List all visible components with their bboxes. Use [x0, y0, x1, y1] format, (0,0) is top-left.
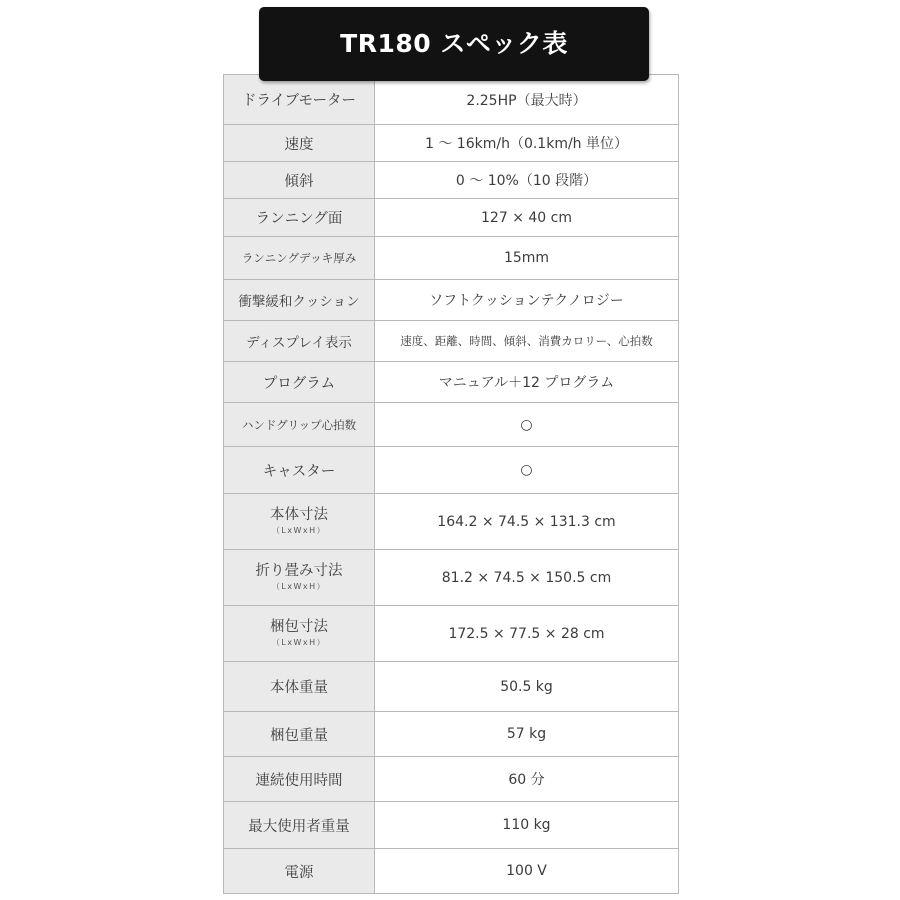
spec-label: プログラム: [224, 362, 375, 403]
spec-row-display: [224, 321, 679, 362]
spec-value: 164.2 × 74.5 × 131.3 cm: [375, 494, 679, 550]
spec-row-speed: [224, 125, 679, 162]
title-banner: [259, 7, 649, 81]
spec-value: 127 × 40 cm: [375, 199, 679, 237]
spec-value: ○: [375, 403, 679, 447]
spec-sublabel: （LxWxH）: [271, 637, 327, 647]
spec-value: 57 kg: [375, 712, 679, 757]
spec-row-program: [224, 362, 679, 403]
spec-label: 衝撃緩和クッション: [224, 280, 375, 321]
spec-label: 本体寸法: [270, 506, 328, 523]
spec-label: 最大使用者重量: [224, 802, 375, 849]
spec-label: 傾斜: [224, 162, 375, 199]
page-title: TR180 スペック表: [340, 29, 568, 58]
spec-label-cell: [224, 550, 375, 606]
spec-value: 50.5 kg: [375, 662, 679, 712]
spec-value: 2.25HP（最大時）: [375, 75, 679, 125]
spec-value: マニュアル＋12 プログラム: [375, 362, 679, 403]
spec-sublabel: （LxWxH）: [271, 525, 327, 535]
spec-label: キャスター: [224, 447, 375, 494]
spec-value: 速度、距離、時間、傾斜、消費カロリー、心拍数: [375, 321, 679, 362]
spec-label: ドライブモーター: [224, 75, 375, 125]
spec-value: ○: [375, 447, 679, 494]
spec-value: 172.5 × 77.5 × 28 cm: [375, 606, 679, 662]
spec-row-running-surface: [224, 199, 679, 237]
spec-value: 15mm: [375, 237, 679, 280]
spec-label: ディスプレイ表示: [224, 321, 375, 362]
spec-value: 110 kg: [375, 802, 679, 849]
spec-value: 1 〜 16km/h（0.1km/h 単位）: [375, 125, 679, 162]
spec-value: 0 〜 10%（10 段階）: [375, 162, 679, 199]
spec-value: 81.2 × 74.5 × 150.5 cm: [375, 550, 679, 606]
spec-label: 折り畳み寸法: [255, 562, 343, 579]
spec-row-body-weight: [224, 662, 679, 712]
spec-row-body-dimensions: [224, 494, 679, 550]
spec-row-deck-thickness: [224, 237, 679, 280]
spec-row-drive-motor: [224, 75, 679, 125]
spec-label: ランニングデッキ厚み: [224, 237, 375, 280]
spec-label-cell: [224, 606, 375, 662]
spec-label: 梱包寸法: [270, 618, 328, 635]
spec-label: ランニング面: [224, 199, 375, 237]
spec-table: [223, 74, 679, 894]
spec-value: 60 分: [375, 757, 679, 802]
spec-label: 梱包重量: [224, 712, 375, 757]
spec-row-continuous-use: [224, 757, 679, 802]
spec-label: ハンドグリップ心拍数: [224, 403, 375, 447]
spec-row-caster: [224, 447, 679, 494]
spec-row-incline: [224, 162, 679, 199]
spec-label: 連続使用時間: [224, 757, 375, 802]
spec-row-cushion: [224, 280, 679, 321]
spec-row-grip-heart-rate: [224, 403, 679, 447]
spec-row-folded-dimensions: [224, 550, 679, 606]
spec-label-cell: [224, 494, 375, 550]
spec-value: 100 V: [375, 849, 679, 894]
spec-label: 本体重量: [224, 662, 375, 712]
spec-label: 速度: [224, 125, 375, 162]
spec-row-package-dimensions: [224, 606, 679, 662]
spec-row-package-weight: [224, 712, 679, 757]
spec-label: 電源: [224, 849, 375, 894]
spec-value: ソフトクッションテクノロジー: [375, 280, 679, 321]
spec-sublabel: （LxWxH）: [271, 581, 327, 591]
spec-row-power: [224, 849, 679, 894]
spec-row-max-user-weight: [224, 802, 679, 849]
